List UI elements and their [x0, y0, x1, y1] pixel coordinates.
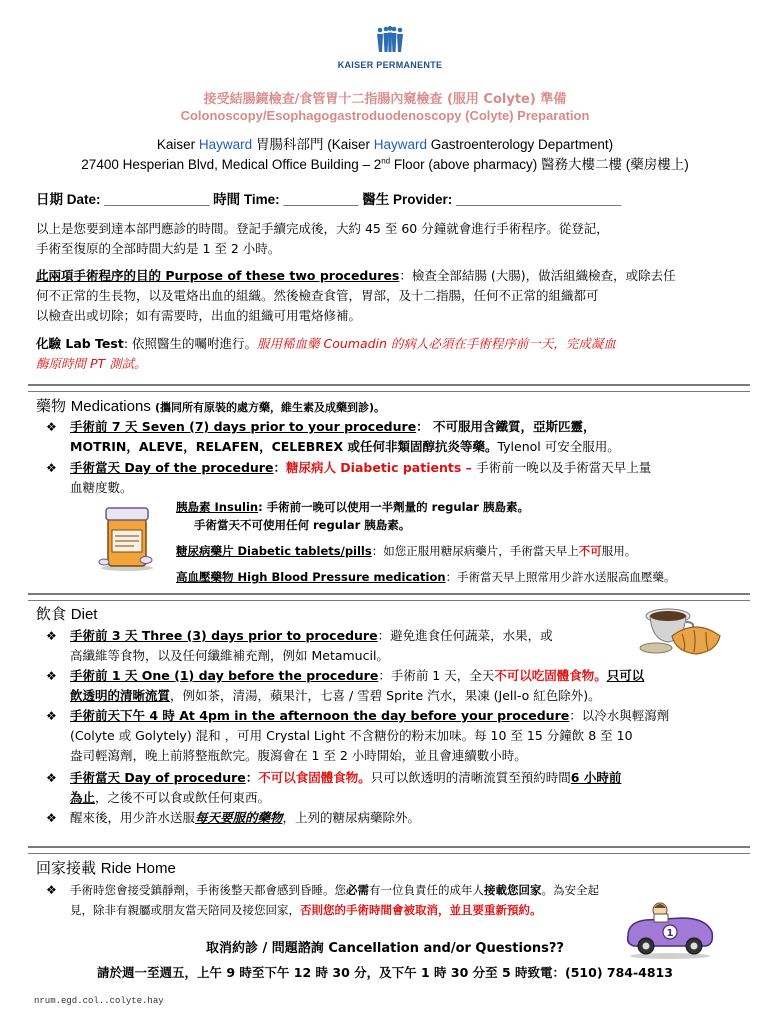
medication-item-dayof: [46, 458, 736, 498]
kaiser-logo: [330, 26, 450, 70]
diamond-bullet-icon: ❖: [46, 461, 57, 475]
time-field: 時間 Time: __________: [209, 192, 359, 207]
ride-line-2: 見，除非有親屬或朋友當天陪同及接您回家，: [70, 903, 300, 917]
diet-dayof-line2: ，之後不可以食或飲任何東西。: [95, 790, 271, 805]
ride-heading-zh: 回家接載: [36, 859, 101, 877]
diet-heading-en: Diet: [70, 606, 98, 623]
dept-mid: 胃腸科部門 (Kaiser: [252, 137, 374, 152]
diet-3days-label: 手術前 3 天 Three (3) days prior to procedure: [70, 628, 378, 643]
diet-wakeup-post: ，上列的糖尿病藥除外。: [282, 810, 421, 825]
date-field: 日期 Date: ______________: [36, 192, 210, 207]
ride-text-3: 。為安全起: [541, 883, 599, 897]
diet-1day-label: 手術前 1 天 One (1) day before the procedure: [70, 668, 379, 683]
intro-paragraph: [36, 219, 736, 259]
svg-text:1: 1: [666, 928, 674, 939]
med-dayof-text: 手術前一晚以及手術當天早上量: [476, 460, 652, 475]
dept-hayward-2: Hayward: [373, 137, 427, 152]
medications-heading-zh: 藥物: [36, 397, 71, 415]
diet-1day-line2: ，例如茶，清湯，蘋果汁，七喜 / 雪碧 Sprite 汽水，果凍 (Jell-o 紅色除外)。: [170, 688, 601, 703]
ride-text-2: 有一位負責任的成年人: [369, 883, 484, 897]
insulin-line-2: 手術當天不可使用任何 regular 胰島素。: [194, 518, 411, 532]
ride-must: 必需: [346, 883, 369, 897]
diet-dayof-until: 為止: [70, 790, 96, 805]
bp-text: ：手術當天早上照常用少許水送服高血壓藥。: [445, 570, 676, 584]
diamond-bullet-icon: ❖: [46, 771, 57, 785]
medication-item-7days: [46, 417, 736, 457]
pill-bottle-icon: [96, 502, 158, 572]
diet-dayof-colon: ：: [245, 770, 259, 785]
diamond-bullet-icon: ❖: [46, 811, 57, 825]
diet-item-dayof: [46, 768, 736, 808]
diamond-bullet-icon: ❖: [46, 669, 57, 683]
diet-1day-clear: 飲透明的清晰流質: [70, 688, 171, 703]
blood-pressure-note: [176, 568, 676, 586]
logo-text: KAISER PERMANENTE: [337, 60, 443, 70]
purpose-text: ：檢查全部結腸 (大腸)，做活組織檢查，或除去任: [399, 268, 676, 283]
title-chinese: 接受結腸鏡檢查/食管胃十二指腸內窺檢查 (服用 Colyte) 準備: [203, 92, 567, 107]
ride-heading-en: Ride Home: [100, 860, 176, 877]
diamond-bullet-icon: ❖: [46, 629, 57, 643]
diet-1day-text: ：手術前 1 天，全天: [378, 668, 495, 683]
bp-label: 高血壓藥物 High Blood Pressure medication: [176, 570, 446, 584]
purpose-paragraph: [36, 266, 736, 326]
ride-cancel-warning: 否則您的手術時間會被取消，並且要重新預約。: [300, 903, 542, 917]
diet-dayof-hours: 6 小時前: [570, 770, 622, 785]
medications-heading-en: Medications: [70, 398, 155, 415]
diet-4pm-text: ：以冷水與輕瀉劑: [569, 708, 670, 723]
dept-post: Gastroenterology Department): [427, 137, 614, 152]
pills-tail: 服用。: [601, 544, 637, 558]
lab-paragraph: [36, 334, 736, 374]
diet-heading: [36, 603, 97, 624]
diet-3days-text: ：避免進食任何蔬菜，水果，或: [377, 628, 553, 643]
diet-1day-red: 不可以吃固體食物。: [494, 668, 607, 683]
diet-item-3days: [46, 626, 616, 666]
department-line: [20, 133, 750, 153]
diet-heading-zh: 飲食: [36, 605, 71, 623]
purpose-line-3: 以檢查出或切除；如有需要時，出血的組織可用電烙修補。: [36, 308, 362, 323]
diet-wakeup-daily-meds: 每天要服的藥物: [195, 810, 283, 825]
lab-warning: 服用稀血藥 Coumadin 的病人必須在手術程序前一天，完成凝血: [257, 336, 616, 351]
insulin-text: : 手術前一晚可以使用一半劑量的 regular 胰島素。: [258, 500, 529, 514]
insulin-label: 胰島素 Insulin: [176, 500, 259, 514]
cancellation-heading: 取消約診 / 問題諮詢 Cancellation and/or Questions??: [206, 941, 564, 956]
pills-red: 不可: [578, 544, 602, 558]
med-7days-text: ： 不可服用含鐵質，亞斯匹靈，: [416, 419, 596, 434]
med-dayof-label: 手術當天 Day of the procedure: [70, 460, 274, 475]
intro-line-2: 手術至復原的全部時間大約是 1 至 2 小時。: [36, 241, 281, 256]
address-line: [20, 153, 750, 173]
diet-dayof-red: 不可以食固體食物。: [258, 770, 371, 785]
diamond-bullet-icon: ❖: [46, 883, 57, 897]
title-english: Colonoscopy/Esophagogastroduodenoscopy (Colyte) Preparation: [180, 108, 590, 123]
food-icon: [636, 596, 726, 658]
diet-item-1day: [46, 666, 736, 706]
diamond-bullet-icon: ❖: [46, 709, 57, 723]
diet-item-4pm: [46, 706, 736, 766]
dept-pre: Kaiser: [156, 137, 199, 152]
pills-label: 糖尿病藥片 Diabetic tablets/pills: [176, 544, 372, 558]
med-dayof-diabetic: 糖尿病人 Diabetic patients –: [285, 460, 477, 475]
intro-line-1: 以上是您要到達本部門應診的時間。登記手續完成後，大約 45 至 60 分鐘就會進行手術程序。從登記，: [36, 221, 609, 236]
addr-post: Floor (above pharmacy) 醫務大樓二樓 (藥房樓上): [390, 157, 689, 172]
diet-dayof-label: 手術當天 Day of procedure: [70, 770, 246, 785]
insulin-note: [176, 498, 529, 516]
medications-heading: [36, 395, 385, 416]
purpose-label: 此兩項手術程序的目的 Purpose of these two procedures: [36, 268, 400, 283]
med-dayof-colon: ：: [273, 460, 286, 475]
medications-note: (攜同所有原裝的處方藥，維生素及成藥到診)。: [155, 401, 386, 414]
kaiser-logo-icon: [373, 26, 407, 54]
section-divider: [28, 384, 750, 392]
lab-text: : 依照醫生的囑咐進行。: [123, 336, 257, 351]
diet-4pm-line3: 盎司輕瀉劑，晚上前將整瓶飲完。腹瀉會在 1 至 2 小時開始，並且會連續數小時。: [70, 748, 527, 763]
addr-pre: 27400 Hesperian Blvd, Medical Office Building – 2: [81, 157, 382, 172]
diabetic-pills-note: [176, 542, 636, 560]
med-7days-tail: Tylenol 可安全服用。: [497, 439, 620, 454]
pills-text: ：如您正服用糖尿病藥片，手術當天早上: [371, 544, 579, 558]
document-code: nrum.egd.col..colyte.hay: [34, 996, 164, 1006]
diamond-bullet-icon: ❖: [46, 420, 57, 434]
addr-sup: nd: [381, 156, 391, 166]
provider-field: 醫生 Provider: ______________________: [358, 192, 622, 207]
med-7days-line2: MOTRIN，ALEVE，RELAFEN，CELEBREX 或任何非類固醇抗炎等藥。: [70, 439, 498, 454]
purpose-line-2: 何不正常的生長物，以及電烙出血的組織。然後檢查食管，胃部，及十二指腸，任何不正常的組織都可: [36, 288, 599, 303]
med-dayof-line2: 血糖度數。: [70, 480, 133, 495]
section-divider: [28, 846, 750, 854]
diet-wakeup-pre: 醒來後，用少許水送服: [70, 810, 196, 825]
diet-1day-only: 只可以: [606, 668, 645, 683]
diet-4pm-label: 手術前天下午 4 時 At 4pm in the afternoon the day before your procedure: [70, 708, 570, 723]
diet-item-wakeup: [46, 808, 736, 828]
appointment-line: [36, 190, 736, 210]
diet-dayof-text: 只可以飲透明的清晰流質至預約時間: [370, 770, 571, 785]
lab-warning-2: 酶原時間 PT 測試。: [36, 356, 147, 371]
diet-4pm-line2: (Colyte 或 Golytely) 混和 ，可用 Crystal Light 不含糖份的粉末加味。每 10 至 15 分鐘飲 8 至 10: [70, 728, 633, 743]
office-hours-phone: 請於週一至週五，上午 9 時至下午 12 時 30 分，及下午 1 時 30 分至 5 時致電：(510) 784-4813: [97, 965, 673, 980]
ride-home-heading: [36, 857, 176, 878]
ride-pickup: 接載您回家: [484, 883, 542, 897]
diet-3days-line2: 高纖維等食物，以及任何纖維補充劑，例如 Metamucil。: [70, 648, 389, 663]
med-7days-label: 手術前 7 天 Seven (7) days prior to your procedure: [70, 419, 417, 434]
lab-label: 化驗 Lab Test: [36, 336, 124, 351]
ride-text: 手術時您會接受鎮靜劑，手術後整天都會感到昏睡。您: [70, 883, 346, 897]
dept-hayward: Hayward: [198, 137, 253, 152]
